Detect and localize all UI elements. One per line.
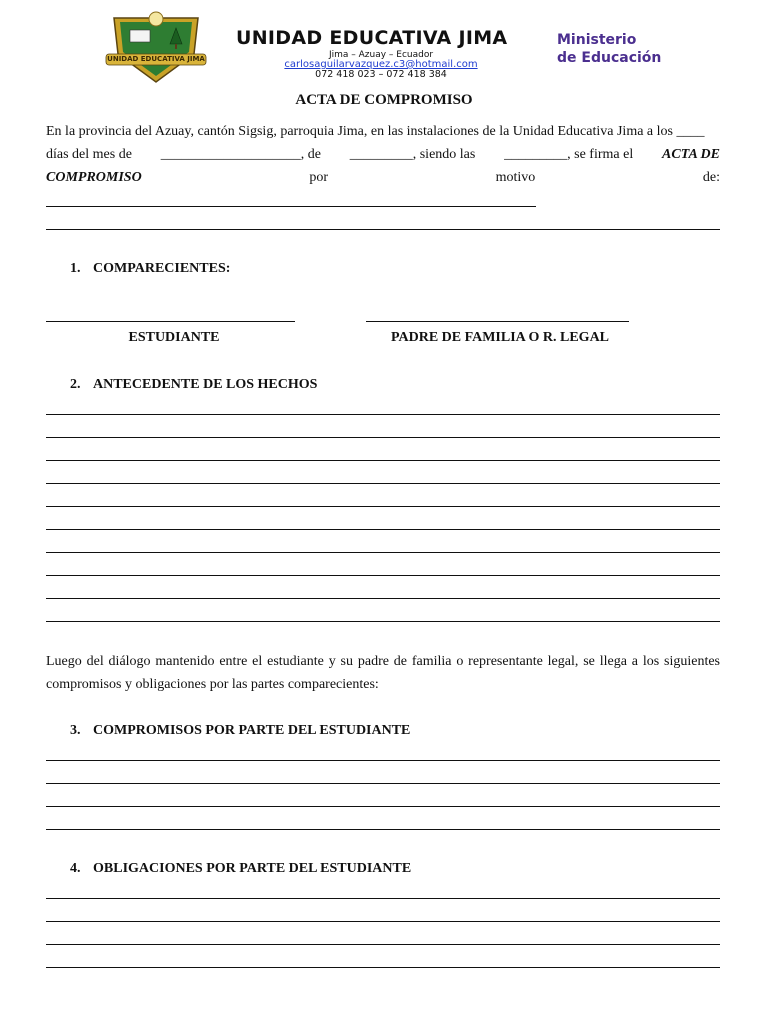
antecedent-blank-line[interactable]: [46, 529, 720, 530]
compromiso-emphasis: COMPROMISO: [46, 170, 142, 185]
section-number: 1.: [70, 261, 81, 276]
document-title: ACTA DE COMPROMISO: [295, 92, 473, 108]
obligation-blank-line[interactable]: [46, 967, 720, 968]
antecedent-blank-line[interactable]: [46, 414, 720, 415]
section-number: 4.: [70, 861, 81, 876]
school-crest-icon: [100, 10, 212, 84]
commitment-blank-line[interactable]: [46, 783, 720, 784]
intro-line-2: [46, 143, 720, 166]
parent-signature-label: PADRE DE FAMILIA O R. LEGAL: [390, 330, 610, 345]
antecedent-blank-line[interactable]: [46, 483, 720, 484]
acta-de-emphasis: ACTA DE: [662, 147, 720, 162]
ministry-logo: [557, 31, 667, 67]
year-blank: _________, siendo las: [349, 147, 476, 162]
intro-line-3: [46, 166, 720, 189]
antecedent-blank-line[interactable]: [46, 437, 720, 438]
school-email-link[interactable]: carlosaguilarvazquez.c3@hotmail.com: [284, 59, 478, 70]
obligation-blank-line[interactable]: [46, 898, 720, 899]
logo-caption: UNIDAD EDUCATIVA JIMA: [107, 55, 205, 63]
antecedent-blank-line[interactable]: [46, 598, 720, 599]
ministry-line2: de Educación: [557, 50, 662, 66]
school-location: Jima – Azuay – Ecuador: [328, 50, 434, 60]
student-signature-label: ESTUDIANTE: [128, 330, 220, 345]
section-title: COMPARECIENTES:: [93, 261, 231, 276]
commitment-blank-line[interactable]: [46, 806, 720, 807]
obligation-blank-line[interactable]: [46, 944, 720, 945]
school-logo: [100, 10, 212, 84]
parent-signature-line[interactable]: [366, 321, 629, 322]
intro-paragraph: [46, 120, 720, 189]
intro-line-1: [46, 120, 720, 143]
ministry-line1: Ministerio: [557, 32, 637, 48]
section-comparecientes-heading: [70, 261, 230, 277]
section-number: 2.: [70, 377, 81, 392]
motive-blank-line[interactable]: [46, 229, 720, 230]
section-title: COMPROMISOS POR PARTE DEL ESTUDIANTE: [93, 723, 411, 738]
intro-text-motivo: motivo: [495, 170, 536, 185]
commitment-blank-line[interactable]: [46, 829, 720, 830]
student-signature-line[interactable]: [46, 321, 295, 322]
section-title: ANTECEDENTE DE LOS HECHOS: [93, 377, 318, 392]
month-blank: ____________________, de: [160, 147, 321, 162]
obligation-blank-line[interactable]: [46, 921, 720, 922]
intro-text-days: días del mes de: [46, 147, 132, 162]
antecedent-blank-line[interactable]: [46, 552, 720, 553]
section-antecedentes-heading: [70, 377, 317, 393]
commitment-blank-line[interactable]: [46, 760, 720, 761]
section-compromisos-heading: [70, 723, 410, 739]
antecedent-blank-line[interactable]: [46, 575, 720, 576]
antecedent-blank-line[interactable]: [46, 460, 720, 461]
section-title: OBLIGACIONES POR PARTE DEL ESTUDIANTE: [93, 861, 412, 876]
motive-blank-line[interactable]: [46, 206, 536, 207]
dialog-paragraph: Luego del diálogo mantenido entre el estudiante y su padre de familia o representante legal, se llega a los siguientes compromisos y obligaciones por las partes comparecientes:: [46, 654, 720, 692]
intro-line-1-text: En la provincia del Azuay, cantón Sigsig, parroquia Jima, en las instalaciones de la Unidad Educativa Jima a los ____: [46, 124, 705, 139]
antecedent-blank-line[interactable]: [46, 506, 720, 507]
intro-text-por: por: [309, 170, 328, 185]
time-blank: _________, se firma el: [504, 147, 634, 162]
school-phones: 072 418 023 – 072 418 384: [315, 69, 447, 80]
section-obligaciones-heading: [70, 861, 411, 877]
intro-text-de: de:: [702, 170, 720, 185]
antecedent-blank-line[interactable]: [46, 621, 720, 622]
section-number: 3.: [70, 723, 81, 738]
school-name: UNIDAD EDUCATIVA JIMA: [236, 27, 508, 49]
